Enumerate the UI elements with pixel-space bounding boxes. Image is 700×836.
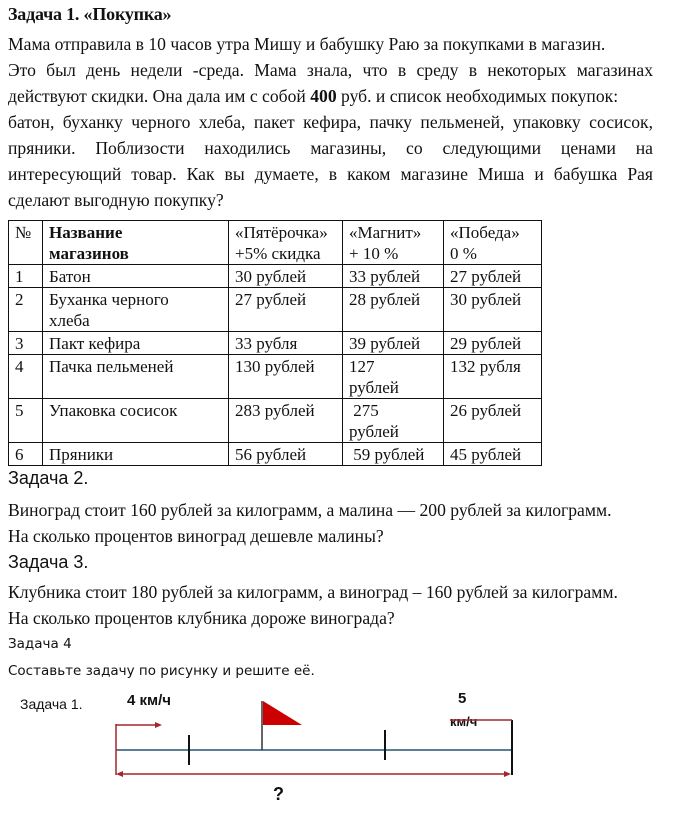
header-name-line1: Название xyxy=(49,223,123,242)
row-price-pobeda: 26 рублей xyxy=(444,399,542,443)
diagram-drawing xyxy=(0,680,700,836)
task3-title: Задача 3. xyxy=(8,552,89,572)
flag-icon xyxy=(263,701,302,725)
header-pyaterochka xyxy=(229,221,343,265)
table-row xyxy=(9,265,542,288)
table-row xyxy=(9,332,542,355)
header-pobeda xyxy=(444,221,542,265)
task1-line-7: сделают выгодную покупку? xyxy=(8,190,224,210)
task1-line-4: батон, буханку черного хлеба, пакет кефира, пачку пельменей, упаковку сосисок, xyxy=(8,112,653,132)
task4-title: Задача 4 xyxy=(8,636,72,652)
header-shop2-markup: + 10 % xyxy=(349,244,399,263)
header-shop1-name: «Пятёрочка» xyxy=(235,223,328,242)
row-price-magnit: 33 рублей xyxy=(343,265,444,288)
price-table xyxy=(8,220,542,466)
row-price-pobeda: 27 рублей xyxy=(444,265,542,288)
task1-paragraph xyxy=(8,31,653,213)
task1-line-3-end: руб. и список необходимых покупок: xyxy=(336,86,619,106)
task1-title: Задача 1. «Покупка» xyxy=(8,4,172,24)
row-price-pobeda: 29 рублей xyxy=(444,332,542,355)
row-price-pyaterochka: 56 рублей xyxy=(229,443,343,466)
header-shop3-percent: 0 % xyxy=(450,244,477,263)
row-num: 5 xyxy=(9,399,43,443)
task1-line-2: Это был день недели -среда. Мама знала, что в среду в некоторых магазинах xyxy=(8,60,653,80)
task3-line-1: Клубника стоит 180 рублей за килограмм, а виноград – 160 рублей за килограмм. xyxy=(8,582,618,602)
task1-line-1: Мама отправила в 10 часов утра Мишу и бабушку Раю за покупками в магазин. xyxy=(8,34,606,54)
row-item: Упаковка сосисок xyxy=(43,399,229,443)
row-price-magnit: 275 рублей xyxy=(343,399,444,443)
task2-line-2: На сколько процентов виноград дешевле малины? xyxy=(8,526,384,546)
row-price-magnit: 127 рублей xyxy=(343,355,444,399)
table-row xyxy=(9,355,542,399)
right-speed-value: 5 xyxy=(458,690,467,707)
task2-title: Задача 2. xyxy=(8,468,89,488)
row-price-pyaterochka: 27 рублей xyxy=(229,288,343,332)
header-magnit xyxy=(343,221,444,265)
row-price-pyaterochka: 30 рублей xyxy=(229,265,343,288)
right-speed-unit: км/ч xyxy=(450,714,478,729)
row-price-pobeda: 30 рублей xyxy=(444,288,542,332)
row-item: Пакт кефира xyxy=(43,332,229,355)
table-row xyxy=(9,399,542,443)
header-shop2-name: «Магнит» xyxy=(349,223,422,242)
header-shop3-name: «Победа» xyxy=(450,223,520,242)
task3-paragraph xyxy=(8,579,618,631)
task1-line-3 xyxy=(8,83,653,109)
task2-paragraph xyxy=(8,497,612,549)
row-item: Пачка пельменей xyxy=(43,355,229,399)
header-name xyxy=(43,221,229,265)
task2-line-1: Виноград стоит 160 рублей за килограмм, а малина — 200 рублей за килограмм. xyxy=(8,500,612,520)
money-amount: 400 xyxy=(310,86,337,106)
row-num: 1 xyxy=(9,265,43,288)
distance-arrow-left-head xyxy=(116,771,123,777)
row-price-magnit: 59 рублей xyxy=(343,443,444,466)
header-name-line2: магазинов xyxy=(49,244,129,263)
row-price-pobeda: 132 рубля xyxy=(444,355,542,399)
row-price-pyaterochka: 283 рублей xyxy=(229,399,343,443)
table-header-row xyxy=(9,221,542,265)
left-arrow-head xyxy=(155,722,162,728)
question-mark: ? xyxy=(273,784,284,804)
header-num: № xyxy=(9,221,43,265)
row-price-pyaterochka: 130 рублей xyxy=(229,355,343,399)
task4-instruction: Составьте задачу по рисунку и решите её. xyxy=(8,663,315,679)
header-shop1-discount: +5% скидка xyxy=(235,244,321,263)
row-num: 3 xyxy=(9,332,43,355)
diagram-label: Задача 1. xyxy=(20,696,83,712)
task1-line-5: пряники. Поблизости находились магазины, со следующими ценами на xyxy=(8,138,653,158)
row-price-magnit: 28 рублей xyxy=(343,288,444,332)
row-item: Батон xyxy=(43,265,229,288)
table-row xyxy=(9,288,542,332)
motion-diagram xyxy=(0,680,700,836)
row-num: 2 xyxy=(9,288,43,332)
row-num: 6 xyxy=(9,443,43,466)
row-price-magnit: 39 рублей xyxy=(343,332,444,355)
row-item: Пряники xyxy=(43,443,229,466)
row-price-pobeda: 45 рублей xyxy=(444,443,542,466)
table-row xyxy=(9,443,542,466)
left-speed-label: 4 км/ч xyxy=(127,692,171,709)
row-num: 4 xyxy=(9,355,43,399)
row-price-pyaterochka: 33 рубля xyxy=(229,332,343,355)
task1-line-3-start: действуют скидки. Она дала им с собой xyxy=(8,86,311,106)
task1-line-6: интересующий товар. Как вы думаете, в каком магазине Миша и бабушка Рая xyxy=(8,164,653,184)
task3-line-2: На сколько процентов клубника дороже винограда? xyxy=(8,608,395,628)
row-item: Буханка черного хлеба xyxy=(43,288,229,332)
distance-arrow-right-head xyxy=(504,771,511,777)
